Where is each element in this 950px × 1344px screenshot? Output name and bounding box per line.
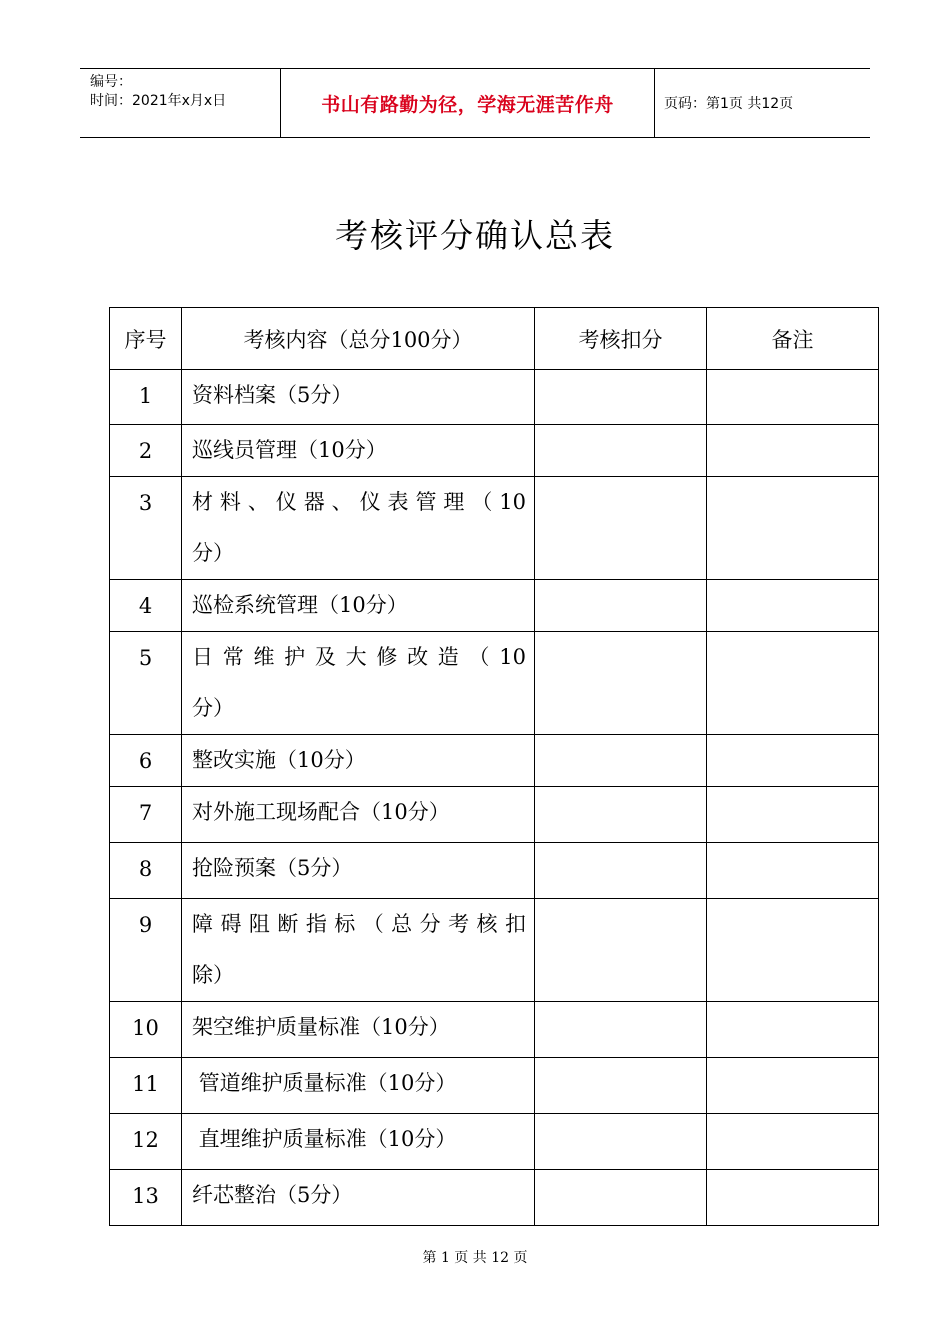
row-number: 13 xyxy=(110,1170,182,1226)
table-row xyxy=(110,1114,879,1170)
row-number: 5 xyxy=(110,632,182,735)
header-page-info: 页码：第1页 共12页 xyxy=(664,96,794,112)
table-row xyxy=(110,370,879,425)
deduction-cell[interactable] xyxy=(535,425,707,477)
table-row xyxy=(110,580,879,632)
table-row xyxy=(110,1170,879,1226)
remarks-cell[interactable] xyxy=(707,735,879,787)
header-cell-deduction: 考核扣分 xyxy=(535,308,707,370)
row-content xyxy=(182,477,535,580)
deduction-cell[interactable] xyxy=(535,632,707,735)
row-content: 巡线员管理（10分） xyxy=(182,425,535,477)
row-number: 10 xyxy=(110,1002,182,1058)
row-content-line: 分） xyxy=(192,541,234,565)
row-number: 7 xyxy=(110,787,182,843)
row-content: 架空维护质量标准（10分） xyxy=(182,1002,535,1058)
table-row xyxy=(110,735,879,787)
deduction-cell[interactable] xyxy=(535,1114,707,1170)
row-content-line: 除） xyxy=(192,963,234,987)
row-content-line: 分） xyxy=(192,696,234,720)
deduction-cell[interactable] xyxy=(535,899,707,1002)
row-number: 12 xyxy=(110,1114,182,1170)
row-number: 8 xyxy=(110,843,182,899)
row-content: 抢险预案（5分） xyxy=(182,843,535,899)
table-row xyxy=(110,1002,879,1058)
row-number: 4 xyxy=(110,580,182,632)
number-label: 编号： xyxy=(90,74,132,90)
time-label: 时间：2021年x月x日 xyxy=(90,93,227,109)
remarks-cell[interactable] xyxy=(707,787,879,843)
table-row xyxy=(110,843,879,899)
remarks-cell[interactable] xyxy=(707,425,879,477)
table-row xyxy=(110,425,879,477)
row-content: 资料档案（5分） xyxy=(182,370,535,425)
remarks-cell[interactable] xyxy=(707,477,879,580)
page-header xyxy=(80,68,870,138)
row-content: 纤芯整治（5分） xyxy=(182,1170,535,1226)
row-number: 9 xyxy=(110,899,182,1002)
row-number: 11 xyxy=(110,1058,182,1114)
row-content: 直埋维护质量标准（10分） xyxy=(182,1114,535,1170)
table-row xyxy=(110,477,879,580)
score-table xyxy=(109,307,879,1226)
header-cell-no: 序号 xyxy=(110,308,182,370)
table-row xyxy=(110,787,879,843)
deduction-cell[interactable] xyxy=(535,477,707,580)
table-header-row xyxy=(110,308,879,370)
remarks-cell[interactable] xyxy=(707,1002,879,1058)
header-cell-remarks: 备注 xyxy=(707,308,879,370)
row-number: 6 xyxy=(110,735,182,787)
deduction-cell[interactable] xyxy=(535,1058,707,1114)
row-content xyxy=(182,899,535,1002)
remarks-cell[interactable] xyxy=(707,1114,879,1170)
remarks-cell[interactable] xyxy=(707,899,879,1002)
table-row xyxy=(110,1058,879,1114)
header-cell-content: 考核内容（总分100分） xyxy=(182,308,535,370)
row-content: 巡检系统管理（10分） xyxy=(182,580,535,632)
header-meta xyxy=(90,73,226,111)
deduction-cell[interactable] xyxy=(535,370,707,425)
remarks-cell[interactable] xyxy=(707,1058,879,1114)
row-number: 2 xyxy=(110,425,182,477)
deduction-cell[interactable] xyxy=(535,580,707,632)
row-number: 1 xyxy=(110,370,182,425)
page-title: 考核评分确认总表 xyxy=(335,216,615,255)
remarks-cell[interactable] xyxy=(707,580,879,632)
remarks-cell[interactable] xyxy=(707,370,879,425)
deduction-cell[interactable] xyxy=(535,843,707,899)
row-content-line: 日常维护及大修改造（10 xyxy=(192,645,526,669)
row-number: 3 xyxy=(110,477,182,580)
row-content: 对外施工现场配合（10分） xyxy=(182,787,535,843)
deduction-cell[interactable] xyxy=(535,1002,707,1058)
row-content xyxy=(182,632,535,735)
row-content-line: 材料、仪器、仪表管理（10 xyxy=(192,490,526,514)
remarks-cell[interactable] xyxy=(707,1170,879,1226)
remarks-cell[interactable] xyxy=(707,632,879,735)
deduction-cell[interactable] xyxy=(535,1170,707,1226)
deduction-cell[interactable] xyxy=(535,787,707,843)
page-footer: 第 1 页 共 12 页 xyxy=(422,1250,528,1266)
row-content: 管道维护质量标准（10分） xyxy=(182,1058,535,1114)
header-divider xyxy=(654,69,655,137)
table-row xyxy=(110,632,879,735)
remarks-cell[interactable] xyxy=(707,843,879,899)
row-content-line: 障碍阻断指标（总分考核扣 xyxy=(192,912,526,936)
table-row xyxy=(110,899,879,1002)
deduction-cell[interactable] xyxy=(535,735,707,787)
row-content: 整改实施（10分） xyxy=(182,735,535,787)
header-motto: 书山有路勤为径，学海无涯苦作舟 xyxy=(321,93,614,116)
